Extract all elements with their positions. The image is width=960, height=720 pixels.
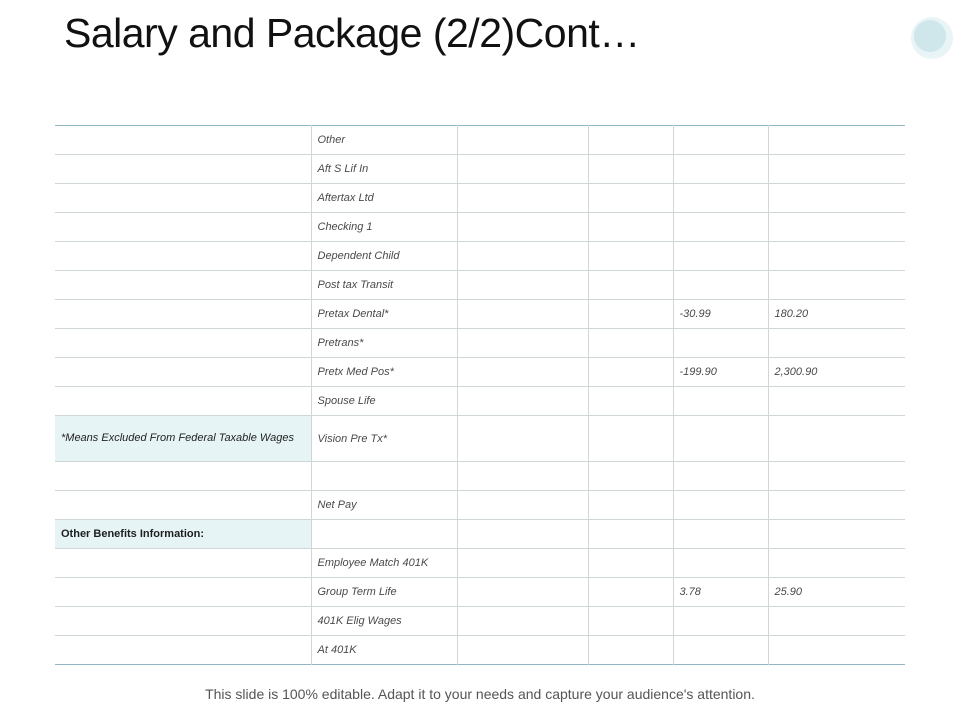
item-label-cell: 401K Elig Wages	[311, 607, 457, 636]
value-cell-1	[457, 549, 588, 578]
value-cell-2	[588, 416, 673, 462]
note-cell: Other Benefits Information:	[55, 520, 311, 549]
value-cell-1	[457, 213, 588, 242]
table-row	[55, 329, 905, 358]
table-row	[55, 242, 905, 271]
value-cell-3: -30.99	[673, 300, 768, 329]
value-cell-4: 180.20	[768, 300, 905, 329]
item-label-cell: Checking 1	[311, 213, 457, 242]
item-label-cell: Other	[311, 126, 457, 155]
value-cell-3	[673, 549, 768, 578]
item-label-cell: Spouse Life	[311, 387, 457, 416]
value-cell-2	[588, 491, 673, 520]
value-cell-2	[588, 549, 673, 578]
value-cell-2	[588, 242, 673, 271]
value-cell-2	[588, 607, 673, 636]
value-cell-2	[588, 387, 673, 416]
value-cell-2	[588, 184, 673, 213]
value-cell-2	[588, 300, 673, 329]
table-row	[55, 607, 905, 636]
note-cell	[55, 213, 311, 242]
value-cell-3: 3.78	[673, 578, 768, 607]
value-cell-2	[588, 271, 673, 300]
value-cell-4	[768, 416, 905, 462]
note-cell: *Means Excluded From Federal Taxable Wages	[55, 416, 311, 462]
value-cell-4	[768, 213, 905, 242]
item-label-cell: Post tax Transit	[311, 271, 457, 300]
note-cell	[55, 184, 311, 213]
table-row	[55, 549, 905, 578]
value-cell-4	[768, 155, 905, 184]
footer-text: This slide is 100% editable. Adapt it to your needs and capture your audience's attention.	[205, 686, 755, 702]
note-cell	[55, 607, 311, 636]
table-row	[55, 155, 905, 184]
value-cell-3	[673, 271, 768, 300]
value-cell-2	[588, 462, 673, 491]
table-row	[55, 213, 905, 242]
item-label-cell: Group Term Life	[311, 578, 457, 607]
item-label-cell: Aft S Lif In	[311, 155, 457, 184]
value-cell-1	[457, 242, 588, 271]
value-cell-1	[457, 387, 588, 416]
note-cell	[55, 491, 311, 520]
value-cell-4	[768, 184, 905, 213]
value-cell-3	[673, 184, 768, 213]
note-cell	[55, 549, 311, 578]
value-cell-2	[588, 155, 673, 184]
value-cell-1	[457, 329, 588, 358]
item-label-cell: Dependent Child	[311, 242, 457, 271]
value-cell-4: 25.90	[768, 578, 905, 607]
table-row	[55, 271, 905, 300]
table-row	[55, 416, 905, 462]
table-row	[55, 387, 905, 416]
item-label-cell: Employee Match 401K	[311, 549, 457, 578]
item-label-cell	[311, 520, 457, 549]
value-cell-3	[673, 462, 768, 491]
table-row	[55, 358, 905, 387]
item-label-cell: Pretax Dental*	[311, 300, 457, 329]
note-cell	[55, 358, 311, 387]
table-row	[55, 300, 905, 329]
value-cell-1	[457, 462, 588, 491]
note-cell	[55, 126, 311, 155]
value-cell-3	[673, 607, 768, 636]
value-cell-2	[588, 636, 673, 665]
item-label-cell: Pretrans*	[311, 329, 457, 358]
value-cell-4	[768, 520, 905, 549]
value-cell-1	[457, 520, 588, 549]
note-cell	[55, 155, 311, 184]
value-cell-3	[673, 242, 768, 271]
table-row	[55, 578, 905, 607]
value-cell-4	[768, 491, 905, 520]
value-cell-1	[457, 607, 588, 636]
salary-table-body	[55, 126, 905, 665]
salary-table	[55, 125, 905, 665]
value-cell-1	[457, 271, 588, 300]
value-cell-1	[457, 300, 588, 329]
item-label-cell: Net Pay	[311, 491, 457, 520]
item-label-cell: Vision Pre Tx*	[311, 416, 457, 462]
table-row	[55, 520, 905, 549]
item-label-cell: Aftertax Ltd	[311, 184, 457, 213]
item-label-cell: Pretx Med Pos*	[311, 358, 457, 387]
value-cell-3	[673, 636, 768, 665]
note-cell	[55, 242, 311, 271]
item-label-cell: At 401K	[311, 636, 457, 665]
value-cell-3	[673, 416, 768, 462]
item-label-cell	[311, 462, 457, 491]
note-cell	[55, 271, 311, 300]
table-row	[55, 462, 905, 491]
value-cell-4	[768, 126, 905, 155]
value-cell-2	[588, 126, 673, 155]
table-row	[55, 184, 905, 213]
value-cell-2	[588, 520, 673, 549]
value-cell-2	[588, 358, 673, 387]
slide-title: Salary and Package (2/2)Cont…	[64, 10, 640, 56]
note-cell	[55, 578, 311, 607]
value-cell-3	[673, 491, 768, 520]
table-row	[55, 636, 905, 665]
value-cell-1	[457, 416, 588, 462]
value-cell-4	[768, 242, 905, 271]
value-cell-1	[457, 578, 588, 607]
value-cell-1	[457, 184, 588, 213]
value-cell-4	[768, 329, 905, 358]
value-cell-3	[673, 520, 768, 549]
value-cell-4: 2,300.90	[768, 358, 905, 387]
value-cell-1	[457, 491, 588, 520]
table-row	[55, 491, 905, 520]
value-cell-2	[588, 578, 673, 607]
decorative-circles-icon	[910, 16, 954, 60]
value-cell-1	[457, 636, 588, 665]
table-row	[55, 126, 905, 155]
note-cell	[55, 300, 311, 329]
note-cell	[55, 329, 311, 358]
value-cell-1	[457, 155, 588, 184]
value-cell-3: -199.90	[673, 358, 768, 387]
value-cell-3	[673, 126, 768, 155]
value-cell-1	[457, 358, 588, 387]
value-cell-4	[768, 636, 905, 665]
note-cell	[55, 636, 311, 665]
note-cell	[55, 462, 311, 491]
value-cell-4	[768, 607, 905, 636]
value-cell-4	[768, 387, 905, 416]
value-cell-3	[673, 155, 768, 184]
value-cell-4	[768, 549, 905, 578]
value-cell-3	[673, 329, 768, 358]
value-cell-1	[457, 126, 588, 155]
value-cell-2	[588, 329, 673, 358]
value-cell-3	[673, 213, 768, 242]
value-cell-4	[768, 462, 905, 491]
value-cell-4	[768, 271, 905, 300]
value-cell-2	[588, 213, 673, 242]
value-cell-3	[673, 387, 768, 416]
note-cell	[55, 387, 311, 416]
